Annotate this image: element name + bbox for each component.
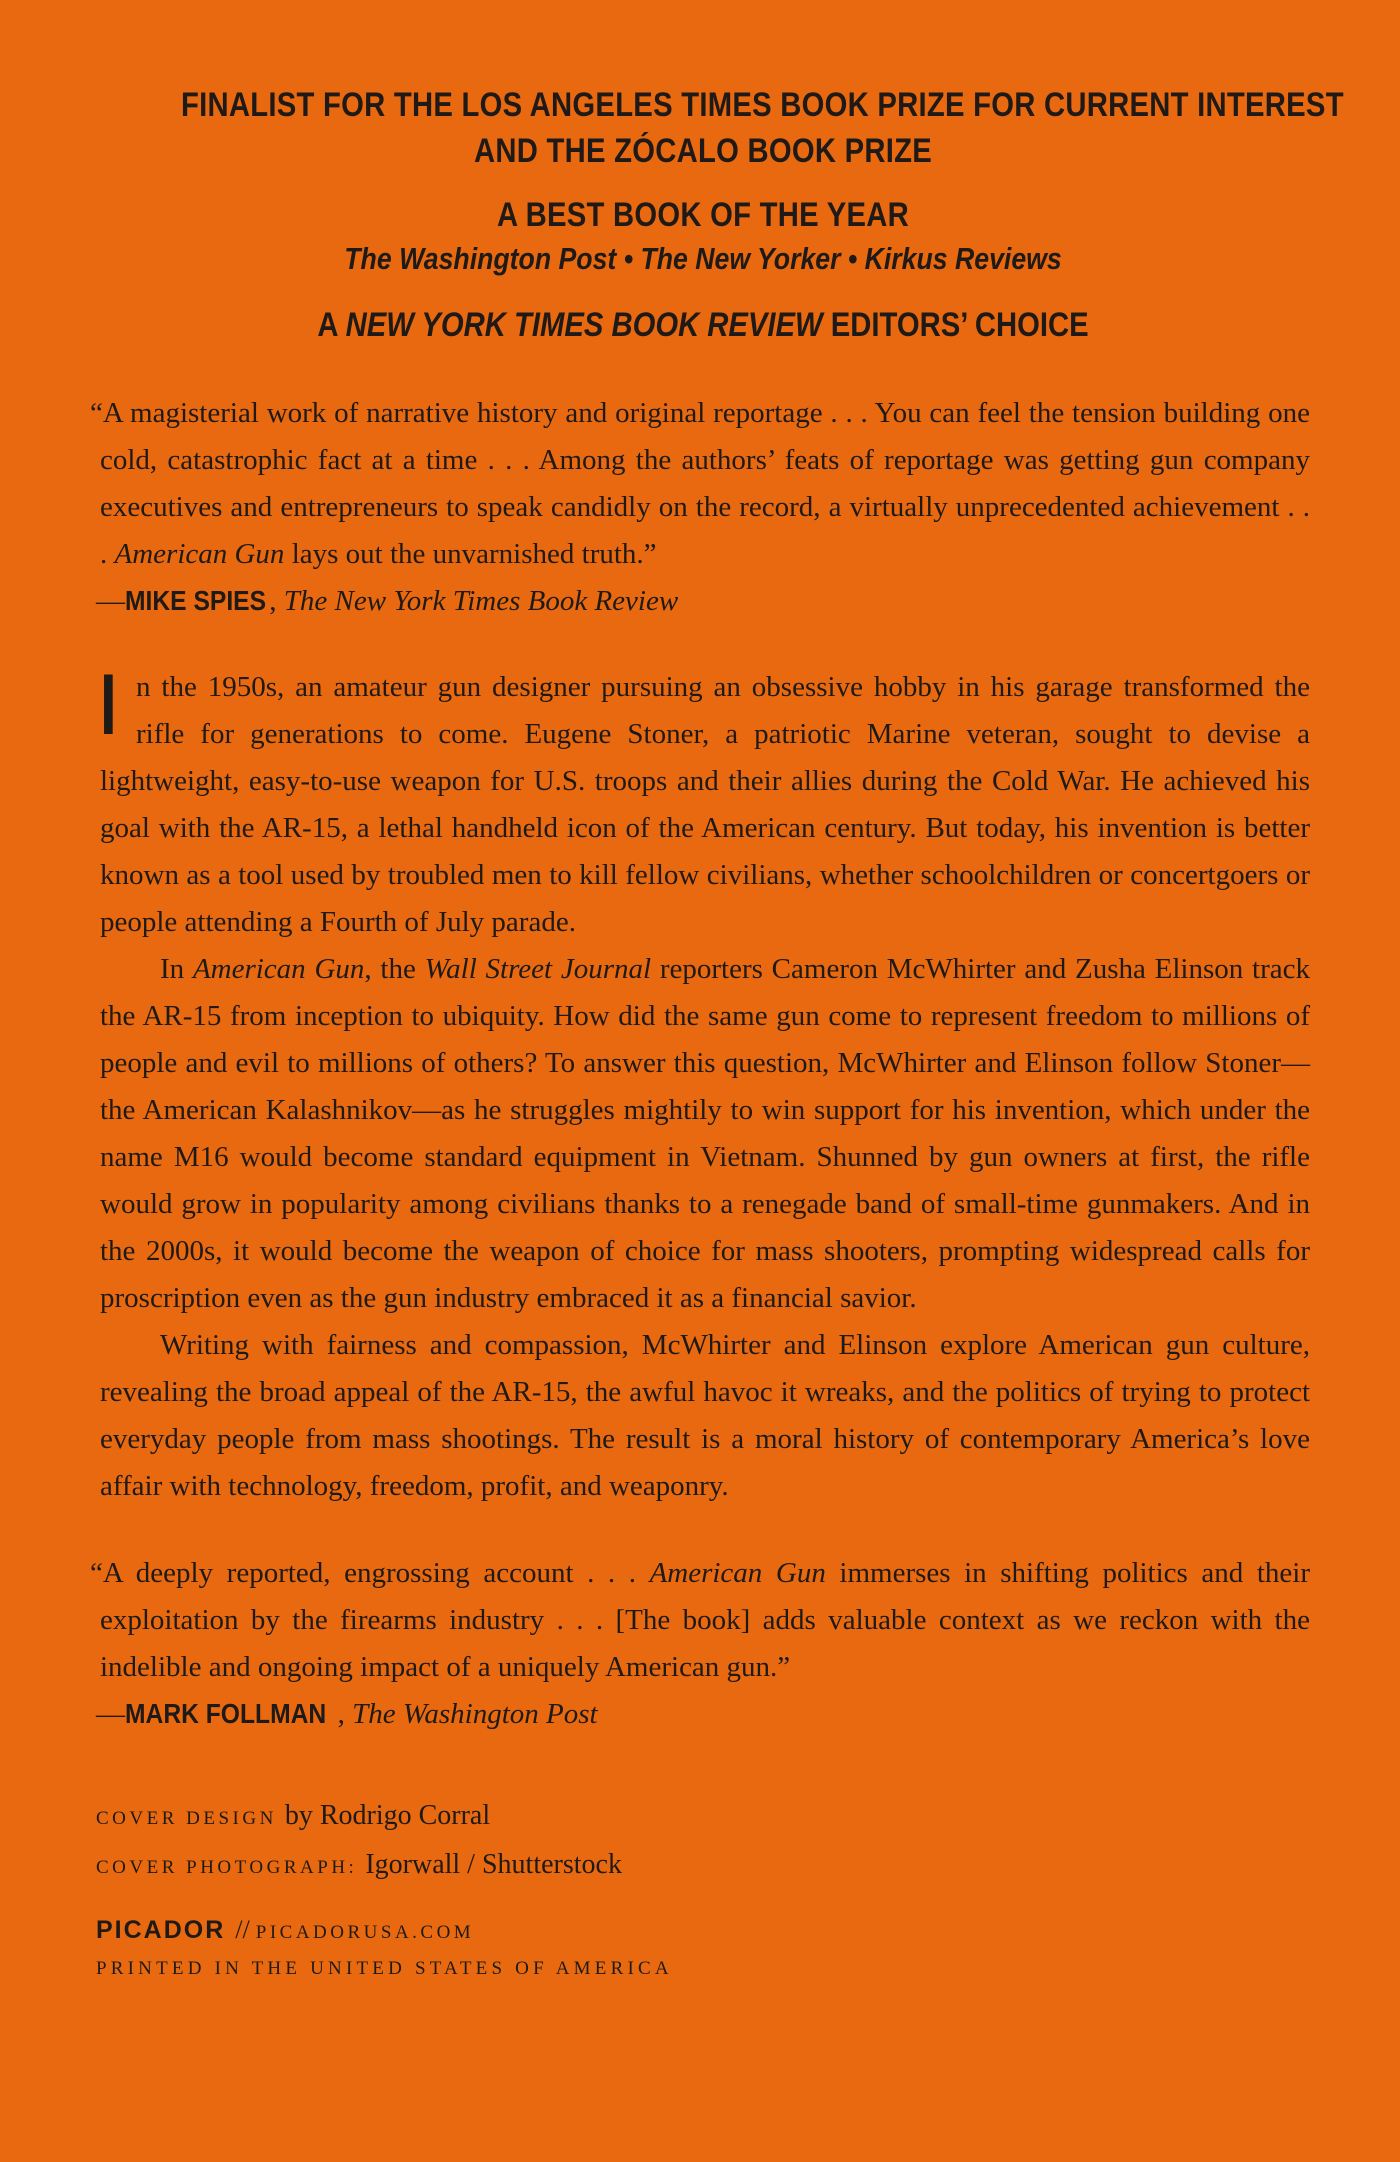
review-quote-1: “A magisterial work of narrative history and original reportage . . . You can feel the tension building one cold, catastrophic fact at a time . . . Among the authors’ feats of reportage was getting gun company executives and entrepreneurs to speak candidly on the record, a virtually unprecedented achievement . . . American Gun lays out the unvarnished truth.”	[90, 397, 1310, 570]
finalist-line-1: FINALIST FOR THE LOS ANGELES TIMES BOOK PRIZE FOR CURRENT INTEREST	[180, 86, 1344, 124]
description-paragraph-2: In American Gun, the Wall Street Journal reporters Cameron McWhirter and Zusha Elinson track the AR-15 from inception to ubiquity. How did the same gun come to represent freedom to millions of people and evil to millions of others? To answer this question, McWhirter and Elinson follow Stoner—the American Kalashnikov—as he struggles mightily to win support for his invention, which under the name M16 would become standard equipment in Vietnam. Shunned by gun owners at first, the rifle would grow in popularity among civilians thanks to a renegade band of small-time gunmakers. And in the 2000s, it would become the weapon of choice for mass shooters, prompting widespread calls for proscription even as the gun industry embraced it as a financial savior.	[100, 953, 1310, 1314]
description-paragraph-1: In the 1950s, an amateur gun designer pursuing an obsessive hobby in his garage transformed the rifle for generations to come. Eugene Stoner, a patriotic Marine veteran, sought to devise a lightweight, easy-to-use weapon for U.S. troops and their allies during the Cold War. He achieved his goal with the AR-15, a lethal handheld icon of the American century. But today, his invention is better known as a tool used by troubled men to kill fellow civilians, whether schoolchildren or concertgoers or people attending a Fourth of July parade.	[100, 657, 1310, 938]
publisher-brand: PICADOR	[96, 1916, 226, 1944]
editors-prefix: A	[317, 306, 346, 344]
finalist-line-2: AND THE ZÓCALO BOOK PRIZE	[473, 132, 933, 170]
review-source-1: The New York Times Book Review	[283, 585, 679, 617]
reviewer-name-1: MIKE SPIES	[125, 585, 267, 616]
review-quote-2: “A deeply reported, engrossing account . . . American Gun immerses in shifting politics and their exploitation by the firearms industry . . . [The book] adds valuable context as we reckon with the indelible and ongoing impact of a uniquely American gun.”	[90, 1557, 1310, 1683]
editors-publication: NEW YORK TIMES BOOK REVIEW	[345, 306, 823, 344]
editors-choice-line	[181, 302, 1225, 348]
cover-photo-credit: COVER PHOTOGRAPH: Igorwall / Shutterstock	[96, 1849, 622, 1880]
publisher-line: PICADOR // PICADORUSA.COM	[96, 1915, 475, 1944]
review-attribution-2: —MARK FOLLMAN , The Washington Post	[96, 1691, 1310, 1737]
description-paragraph-3: Writing with fairness and compassion, McWhirter and Elinson explore American gun culture, revealing the broad appeal of the AR-15, the awful havoc it wreaks, and the politics of trying to protect everyday people from mass shootings. The result is a moral history of contemporary America’s love affair with technology, freedom, profit, and weaponry.	[100, 1329, 1310, 1502]
accolades-block	[96, 82, 1344, 348]
best-book-publications: The Washington Post • The New Yorker • Kirkus Reviews	[344, 241, 1062, 276]
cover-design-credit: COVER DESIGN by Rodrigo Corral	[96, 1800, 491, 1831]
cover-credits	[96, 1793, 1310, 1891]
best-book-heading: A BEST BOOK OF THE YEAR	[496, 196, 910, 234]
editors-suffix: EDITORS’ CHOICE	[822, 306, 1089, 344]
review-source-2: The Washington Post	[352, 1698, 598, 1730]
printed-in-line: PRINTED IN THE UNITED STATES OF AMERICA	[96, 1958, 673, 1979]
book-description	[96, 657, 1310, 1510]
drop-cap: I	[100, 657, 117, 753]
review-attribution-1: —MIKE SPIES , The New York Times Book Review	[96, 578, 1310, 624]
reviewer-name-2: MARK FOLLMAN	[125, 1698, 327, 1729]
publisher-website: PICADORUSA.COM	[255, 1922, 475, 1943]
